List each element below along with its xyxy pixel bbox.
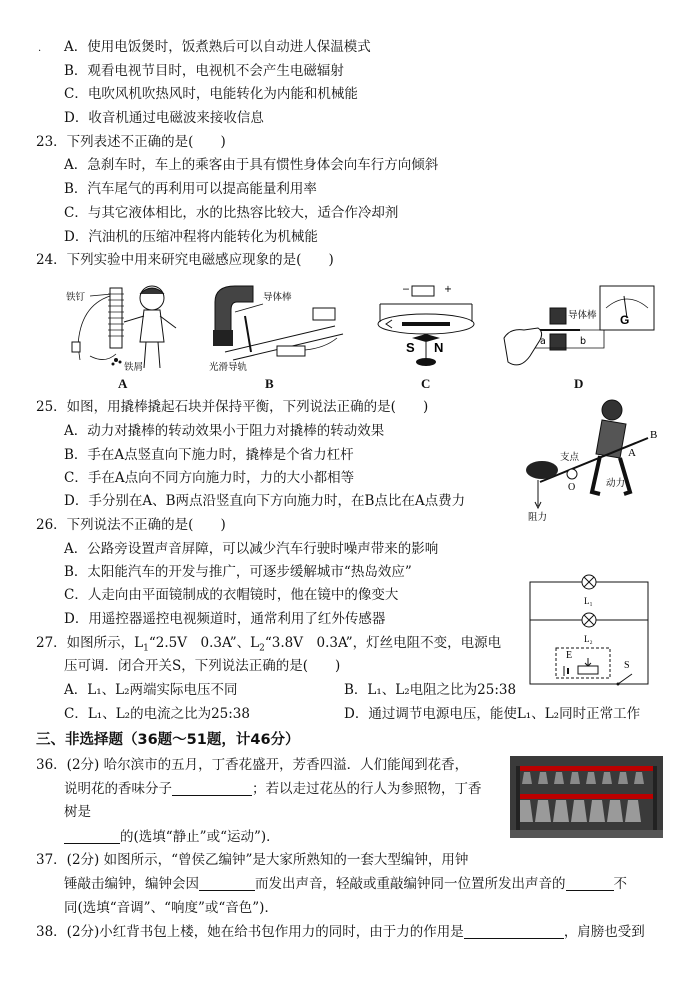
q25-resistance-label: 阻力 (528, 512, 548, 523)
q24-c-s-label: S (406, 340, 415, 355)
q25-option-b: B．手在A点竖直向下施力时，撬棒是个省力杠杆 (64, 447, 354, 463)
q24-d-b-label: b (580, 336, 587, 347)
q37-line3: 同(选填“音调”、“响度”或“音色”)． (64, 900, 278, 916)
q36-blank-2[interactable] (64, 829, 120, 844)
q37-blank-1[interactable] (199, 876, 255, 891)
q24-figure-d (500, 278, 660, 378)
q24-d-g-label: G (620, 313, 630, 327)
q24-figure-b (205, 282, 355, 372)
q37-line1: 37．(2分) 如图所示，“曾侯乙编钟”是大家所熟知的一套大型编钟，用钟 (36, 852, 469, 868)
q26-option-a: A．公路旁设置声音屏障，可以减少汽车行驶时噪声带来的影响 (64, 541, 439, 557)
q22-option-a: A．使用电饭煲时，饭煮熟后可以自动进人保温模式 (64, 39, 371, 55)
q22-option-d: D．收音机通过电磁波来接收信息 (64, 110, 264, 126)
q27-stem-line1: 27．如图所示，$L_1“2.5V$ 0.3A”、$L_2“3.8V$ 0.3A”，灯丝电阻不变，电源电 (36, 635, 502, 654)
q25-pivot-label: 支点 (560, 452, 580, 463)
q27-option-a: A．L₁、L₂两端实际电压不同 (64, 682, 238, 698)
q24-caption-d: D (574, 376, 584, 391)
q25-point-b: B (650, 429, 658, 441)
q25-stem: 25．如图，用撬棒撬起石块并保持平衡，下列说法正确的是( ) (36, 399, 429, 415)
q26-option-c: C．人走向由平面镜制成的衣帽镜时，他在镜中的像变大 (64, 587, 399, 603)
q37-blank-2[interactable] (566, 876, 614, 891)
q24-d-a-label: a (540, 336, 546, 347)
q25-option-c: C．手在A点向不同方向施力时，力的大小都相等 (64, 470, 355, 486)
q25-option-d: D．手分别在A、B两点沿竖直向下方向施力时，在B点比在A点费力 (64, 493, 466, 509)
q23-option-a: A．急刹车时，车上的乘客由于具有惯性身体会向车行方向倾斜 (64, 157, 439, 173)
q27-l1-label: L₁ (584, 596, 593, 606)
q24-c-n-label: N (434, 340, 444, 355)
q36-line3: 树是 (64, 804, 91, 820)
q23-stem: 23．下列表述不正确的是( ) (36, 134, 226, 150)
q36-blank-1[interactable] (172, 781, 252, 796)
q27-circuit-figure (524, 568, 654, 690)
q27-l2-label: L₂ (584, 634, 593, 644)
bianzhong-bells-photo (510, 756, 663, 838)
q36-line4: 的(选填“静止”或“运动”)． (64, 828, 280, 846)
q27-option-b: B．L₁、L₂电阻之比为25:38 (344, 682, 517, 698)
q24-stem: 24．下列实验中用来研究电磁感应现象的是( ) (36, 252, 334, 268)
q23-option-c: C．与其它液体相比，水的比热容比较大，适合作冷却剂 (64, 205, 399, 221)
scan-dot: . (38, 43, 42, 54)
q25-option-a: A．动力对撬棒的转动效果小于阻力对撬棒的转动效果 (64, 423, 385, 439)
q23-option-b: B．汽车尾气的再利用可以提高能量利用率 (64, 181, 317, 197)
q25-point-o: O (568, 482, 576, 493)
q25-effort-label: 动力 (606, 478, 626, 489)
svg-text:+: + (444, 284, 452, 295)
svg-text:−: − (402, 284, 410, 295)
q27-s-label: S (624, 660, 630, 671)
q38-blank-1[interactable] (464, 924, 564, 939)
q24-figure-a (60, 276, 190, 376)
q22-option-c: C．电吹风机吹热风时，电能转化为内能和机械能 (64, 86, 358, 102)
q26-stem: 26．下列说法不正确的是( ) (36, 517, 226, 533)
q37-line2: 锤敲击编钟，编钟会因 而发出声音，轻敲或重敲编钟同一位置所发出声音的 不 (64, 876, 627, 892)
q24-b-rail-label: 光滑导轨 (209, 362, 248, 372)
q24-b-rod-label: 导体棒 (263, 292, 292, 303)
q36-line2: 说明花的香味分子 ；若以走过花丛的行人为参照物，丁香 (64, 781, 482, 797)
q25-lever-figure (520, 396, 660, 526)
q36-line1: 36．(2分) 哈尔滨市的五月，丁香花盛开，芳香四溢．人们能闻到花香， (36, 757, 469, 773)
q24-a-nail-label: 铁钉 (66, 292, 86, 303)
q26-option-d: D．用遥控器遥控电视频道时，通常利用了红外传感器 (64, 611, 386, 627)
q27-option-c: C．L₁、L₂的电流之比为25:38 (64, 706, 250, 722)
q25-point-a: A (628, 447, 636, 459)
q24-a-filings-label: 铁屑 (124, 362, 144, 373)
q27-e-label: E (566, 650, 573, 661)
q27-stem-line2: 压可调．闭合开关S，下列说法正确的是( ) (64, 658, 341, 674)
q24-caption-c: C (421, 376, 431, 391)
q24-d-rod-label: 导体棒 (568, 310, 597, 321)
q26-option-b: B．太阳能汽车的开发与推广，可逐步缓解城市“热岛效应” (64, 564, 412, 580)
section-3-heading: 三、非选择题（36题～51题，计46分） (36, 732, 300, 748)
q23-option-d: D．汽油机的压缩冲程将内能转化为机械能 (64, 229, 318, 245)
q24-caption-b: B (265, 376, 274, 391)
q24-caption-a: A (118, 376, 128, 391)
q38-line1: 38．(2分)小红背书包上楼，她在给书包作用力的同时，由于力的作用是 ，肩膀也受到 (36, 924, 645, 940)
q27-option-d: D．通过调节电源电压，能使L₁、L₂同时正常工作 (344, 706, 641, 722)
q24-figure-c (372, 282, 482, 374)
q22-option-b: B．观看电视节目时，电视机不会产生电磁辐射 (64, 63, 344, 79)
